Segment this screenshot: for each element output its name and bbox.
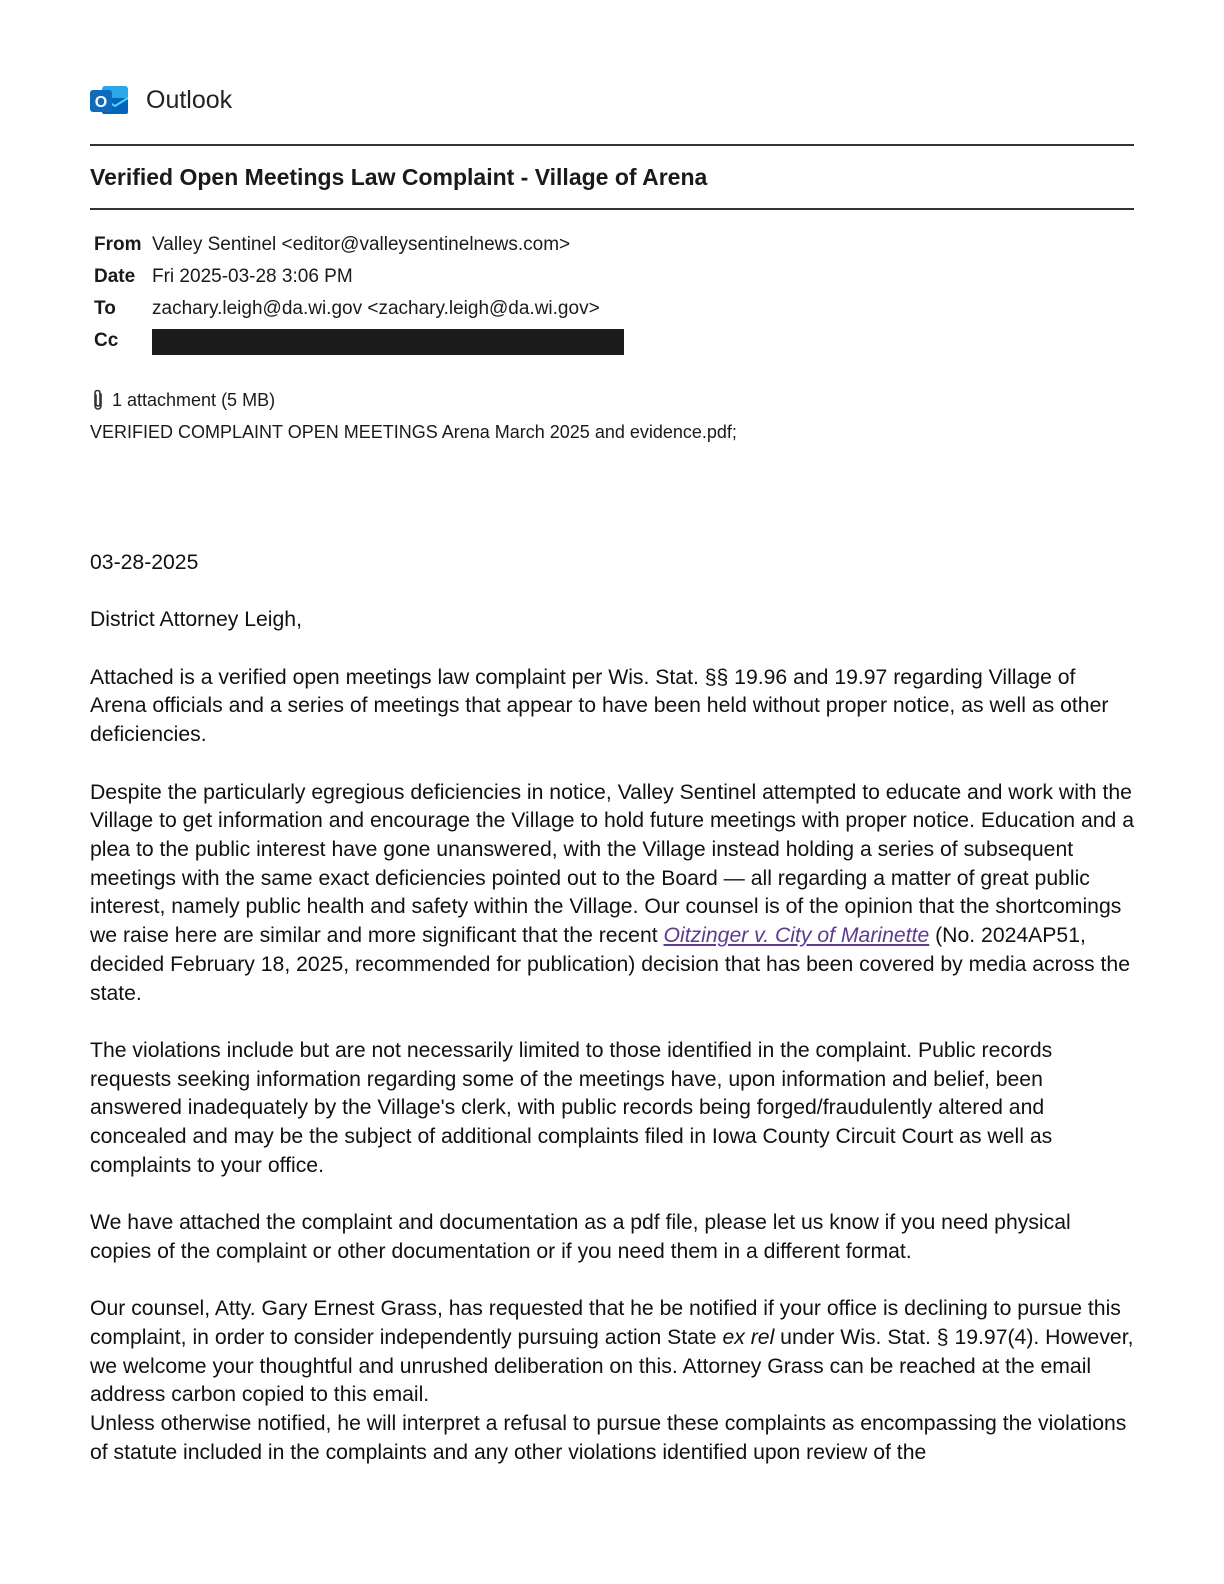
- email-headers: [94, 229, 624, 357]
- attachment-summary-text: 1 attachment (5 MB): [112, 389, 276, 410]
- p5-text-before: Our counsel, Atty. Gary Ernest Grass, has requested that he be notified if your office is declining to pursue this complaint, in order to consider independently pursuing action State: [90, 1297, 1121, 1349]
- body-paragraph-1: Attached is a verified open meetings law complaint per Wis. Stat. §§ 19.96 and 19.97 regarding Village of Arena officials and a series of meetings that appear to have been held without proper notice, as well as other deficiencies.: [90, 665, 1109, 747]
- body-paragraph-4: We have attached the complaint and documentation as a pdf file, please let us know if you need physical copies of the complaint or other documentation or if you need them in a different format.: [90, 1211, 1071, 1263]
- divider-subject: [90, 208, 1134, 210]
- attachment-summary[interactable]: [90, 388, 275, 412]
- attachment-filename[interactable]: VERIFIED COMPLAINT OPEN MEETINGS Arena March 2025 and evidence.pdf;: [90, 422, 737, 442]
- body-salutation: District Attorney Leigh,: [90, 608, 302, 632]
- email-subject: Verified Open Meetings Law Complaint - Village of Arena: [90, 164, 708, 190]
- p2-text-before: Despite the particularly egregious deficiencies in notice, Valley Sentinel attempted to educate and work with the Village to get information and encourage the Village to hold future meetings with proper notice. Education and a plea to the public interest have gone unanswered, with the Village instead holding a series of subsequent meetings with the same exact deficiencies pointed out to the Board — all regarding a matter of great public interest, namely public health and safety within the Village. Our counsel is of the opinion that the shortcomings we raise here are similar and more significant that the recent: [90, 780, 1134, 948]
- app-name: Outlook: [146, 85, 233, 114]
- header-date-row: [94, 261, 624, 293]
- to-value[interactable]: zachary.leigh@da.wi.gov <zachary.leigh@da.wi.gov>: [152, 298, 600, 319]
- date-label: Date: [94, 266, 136, 287]
- body-paragraph-6: Unless otherwise notified, he will interpret a refusal to pursue these complaints as encompassing the violations of statute included in the complaints and any other violations identified upon review of the: [90, 1412, 1127, 1464]
- from-label: From: [94, 234, 142, 255]
- p5-italic-term: ex rel: [722, 1325, 775, 1349]
- outlook-logo-icon: [90, 82, 130, 118]
- from-value[interactable]: Valley Sentinel <editor@valleysentinelnews.com>: [152, 234, 571, 255]
- email-body: [90, 549, 1134, 1467]
- to-label: To: [94, 298, 116, 319]
- paperclip-icon: [90, 388, 106, 412]
- p5-text-after: under Wis. Stat. § 19.97(4). However, we welcome your thoughtful and unrushed deliberation on this. Attorney Grass can be reached at the email address carbon copied to this email.: [90, 1325, 1134, 1407]
- header-cc-row: [94, 325, 624, 357]
- body-paragraph-3: The violations include but are not necessarily limited to those identified in the complaint. Public records requests seeking information regarding some of the meetings have, upon information and belief, been answered inadequately by the Village's clerk, with public records being forged/fraudulently altered and concealed and may be the subject of additional complaints filed in Iowa County Circuit Court as well as complaints to your office.: [90, 1038, 1053, 1177]
- body-paragraph-2: [90, 779, 1134, 1009]
- case-link-oitzinger[interactable]: Oitzinger v. City of Marinette: [663, 924, 930, 948]
- body-date: 03-28-2025: [90, 551, 199, 574]
- header-to-row: [94, 293, 624, 325]
- date-value: Fri 2025-03-28 3:06 PM: [152, 266, 353, 287]
- p2-text-after: (No. 2024AP51, decided February 18, 2025, recommended for publication) decision that has been covered by media across the state.: [90, 924, 1130, 1005]
- cc-label: Cc: [94, 330, 119, 351]
- cc-redaction-bar: [152, 329, 624, 355]
- header-from-row: [94, 229, 624, 261]
- app-brand: [90, 82, 232, 118]
- divider-top: [90, 144, 1134, 146]
- body-paragraph-5: [90, 1295, 1134, 1410]
- svg-text:O: O: [94, 94, 108, 111]
